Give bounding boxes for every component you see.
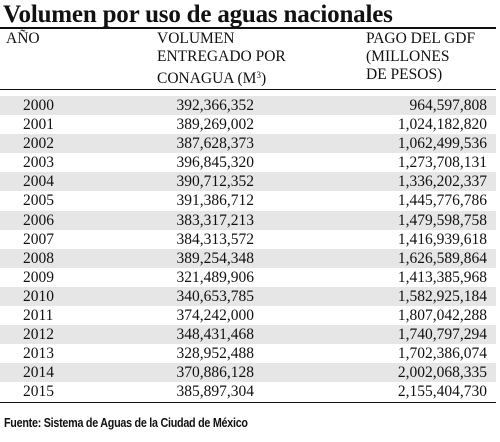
header-volume-close: ) (260, 70, 267, 87)
cell-payment: 1,582,925,184 (397, 287, 487, 305)
cell-payment: 2,002,068,335 (397, 364, 487, 382)
cell-year: 2010 (23, 287, 54, 305)
header-volume-line-3 (157, 66, 286, 88)
header-rule (0, 89, 496, 90)
cell-volume: 374,242,000 (176, 307, 254, 325)
footer-rule (0, 402, 496, 403)
table-row (0, 344, 496, 363)
cell-volume: 391,386,712 (176, 192, 254, 210)
table-row (0, 191, 496, 210)
cell-volume: 389,269,002 (176, 116, 254, 134)
table-row (0, 153, 496, 172)
cell-volume: 390,712,352 (176, 173, 254, 191)
header-volume-unit-sup: 3 (256, 70, 261, 80)
header-year (6, 30, 40, 48)
table-row (0, 96, 496, 115)
cell-payment: 1,740,797,294 (397, 326, 487, 344)
title-rule (0, 27, 496, 29)
cell-volume: 389,254,348 (176, 249, 254, 267)
cell-payment: 1,702,386,074 (397, 345, 487, 363)
header-payment-line-3: DE PESOS) (366, 66, 443, 83)
table-row (0, 249, 496, 268)
table-row (0, 134, 496, 153)
cell-volume: 340,653,785 (176, 287, 254, 305)
source-note: Fuente: Sistema de Aguas de la Ciudad de México (4, 416, 248, 430)
header-payment-line-2: (MILLONES (366, 48, 450, 65)
header-volume-unit: CONAGUA (M (157, 70, 257, 87)
header-volume-line-2: ENTREGADO POR (157, 48, 286, 65)
cell-year: 2009 (23, 268, 54, 286)
cell-payment: 1,062,499,536 (397, 135, 487, 153)
table-row (0, 268, 496, 287)
cell-payment: 1,416,939,618 (397, 230, 487, 248)
cell-year: 2005 (23, 192, 54, 210)
cell-payment: 1,479,598,758 (397, 211, 487, 229)
cell-year: 2006 (23, 211, 54, 229)
table-title: Volumen por uso de aguas nacionales (3, 1, 393, 28)
cell-year: 2013 (23, 345, 54, 363)
cell-volume: 328,952,488 (176, 345, 254, 363)
cell-year: 2000 (23, 97, 54, 114)
cell-payment: 964,597,808 (409, 97, 487, 114)
cell-volume: 387,628,373 (176, 135, 254, 153)
cell-year: 2003 (23, 154, 54, 172)
table-row (0, 306, 496, 325)
cell-payment: 1,445,776,786 (397, 192, 487, 210)
cell-payment: 1,626,589,864 (397, 249, 487, 267)
table-body (0, 96, 496, 402)
table-row (0, 287, 496, 306)
cell-payment: 1,024,182,820 (397, 116, 487, 134)
cell-year: 2001 (23, 116, 54, 134)
cell-volume: 348,431,468 (176, 326, 254, 344)
header-volume-line-1: VOLUMEN (157, 30, 235, 47)
table-row (0, 363, 496, 382)
cell-volume: 385,897,304 (176, 383, 254, 401)
cell-volume: 370,886,128 (176, 364, 254, 382)
table-row (0, 172, 496, 191)
cell-volume: 384,313,572 (176, 230, 254, 248)
cell-year: 2014 (23, 364, 54, 382)
cell-year: 2011 (23, 307, 54, 325)
cell-year: 2008 (23, 249, 54, 267)
cell-year: 2015 (23, 383, 54, 401)
cell-volume: 396,845,320 (176, 154, 254, 172)
cell-year: 2002 (23, 135, 54, 153)
header-year-label: AÑO (6, 30, 40, 47)
table-row (0, 115, 496, 134)
header-payment (366, 30, 475, 84)
cell-year: 2012 (23, 326, 54, 344)
cell-volume: 321,489,906 (176, 268, 254, 286)
cell-payment: 2,155,404,730 (397, 383, 487, 401)
table-row (0, 230, 496, 249)
header-payment-line-1: PAGO DEL GDF (366, 30, 476, 47)
table-row (0, 325, 496, 344)
table-row (0, 211, 496, 230)
header-volume (157, 30, 286, 88)
cell-volume: 392,366,352 (176, 97, 254, 114)
cell-payment: 1,807,042,288 (397, 307, 487, 325)
cell-payment: 1,273,708,131 (397, 154, 487, 172)
cell-volume: 383,317,213 (176, 211, 254, 229)
table-row (0, 382, 496, 401)
cell-payment: 1,336,202,337 (397, 173, 487, 191)
cell-payment: 1,413,385,968 (397, 268, 487, 286)
cell-year: 2004 (23, 173, 54, 191)
cell-year: 2007 (23, 230, 54, 248)
